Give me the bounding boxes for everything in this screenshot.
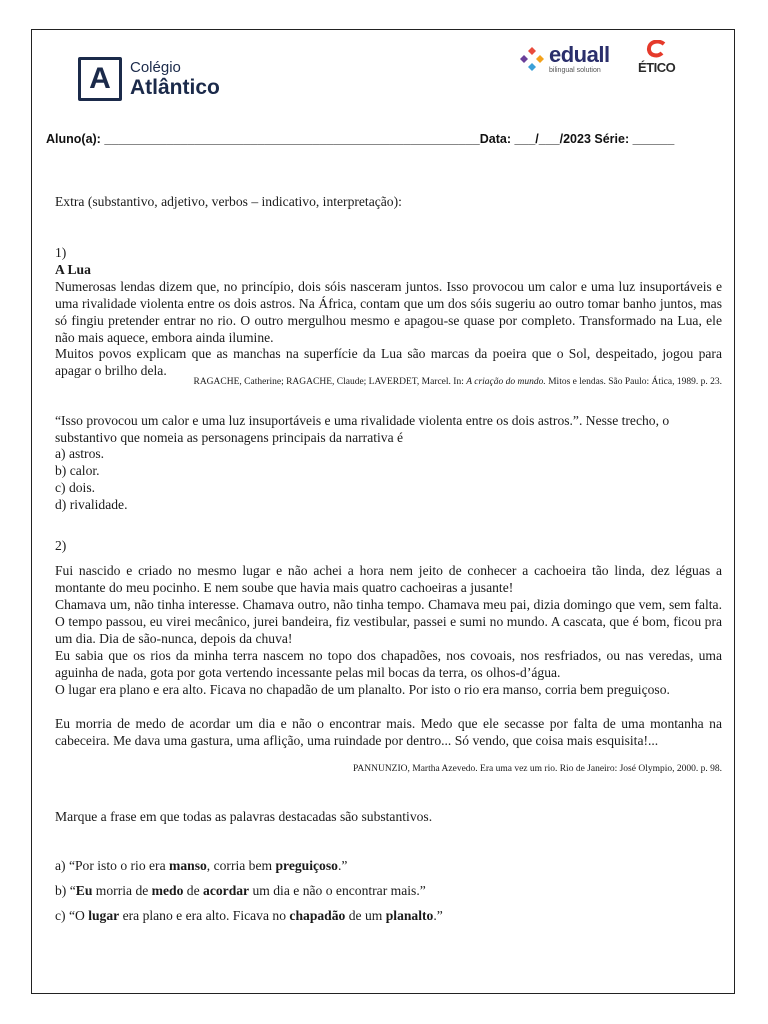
question-2-text-p1: Fui nascido e criado no mesmo lugar e não achei a hora nem jeito de conhecer a cachoeira tão linda, dez léguas a montante do meu pocinho. E nem soube que havia mais quatro cachoeiras a jusante!	[55, 563, 722, 595]
option-a-highlight-2: preguiçoso	[275, 858, 338, 873]
question-1-option-c: c) dois.	[55, 480, 96, 495]
question-1-option-d: d) rivalidade.	[55, 497, 128, 512]
question-1-number: 1)	[55, 245, 67, 260]
etico-swirl-icon	[644, 40, 670, 62]
school-name-line2: Atlântico	[130, 76, 220, 99]
question-1-text-p2: Muitos povos explicam que as manchas na superfície da Lua são marcas da poeira que o Sol, despeitado, jogou para apagar o brilho dela.	[55, 346, 722, 378]
option-c-highlight-1: lugar	[88, 908, 120, 923]
option-c-highlight-2: chapadão	[289, 908, 346, 923]
option-a-highlight-1: manso	[169, 858, 207, 873]
option-b-highlight-2: medo	[151, 883, 184, 898]
option-c-text-1: c) “O	[55, 908, 89, 923]
option-c-text-2: era plano e era alto. Ficava no	[119, 908, 290, 923]
option-a-text-2: , corria bem	[206, 858, 276, 873]
question-2-option-c	[55, 907, 722, 924]
question-2-option-b	[55, 882, 722, 899]
question-1-prompt: “Isso provocou um calor e uma luz insuportáveis e uma rivalidade violenta entre os dois astros.”. Nesse trecho, o substantivo que nomeia as personagens principais da narrativa é	[55, 413, 670, 445]
reference-authors: RAGACHE, Catherine; RAGACHE, Claude; LAVERDET, Marcel. In:	[193, 377, 464, 387]
question-2-text-p2: Chamava um, não tinha interesse. Chamava outro, não tinha tempo. Chamava meu pai, dizia domingo que vem, sem falta. O tempo passou, eu virei mecânico, jurei bandeira, fiz vestibular, passei e sumi no mundo. A cascata, que é bom, ficou pra um dia. Dia de são-nunca, depois da chuva!	[55, 597, 722, 646]
school-logo-mark	[78, 57, 122, 101]
question-2-number: 2)	[55, 538, 67, 553]
eduall-name: eduall	[549, 42, 610, 67]
school-name-line1: Colégio	[130, 59, 181, 76]
question-1-option-a: a) astros.	[55, 446, 105, 461]
option-b-highlight-3: acordar	[203, 883, 250, 898]
school-logo	[78, 55, 220, 103]
question-1-reference	[55, 376, 722, 388]
eduall-logo	[519, 44, 610, 74]
question-1-title: A Lua	[55, 262, 91, 277]
school-logo-text	[130, 60, 220, 98]
reference-publication: Mitos e lendas. São Paulo: Ática, 1989. p. 23.	[548, 377, 722, 387]
school-logo-letter: A	[89, 62, 111, 95]
question-2-option-a	[55, 857, 722, 874]
question-2-prompt: Marque a frase em que todas as palavras destacadas são substantivos.	[55, 809, 433, 824]
option-b-text-1: b) “	[55, 883, 76, 898]
student-info-line: Aluno(a): ______________________________________________________Data: ___/___/2023 Série: ______	[46, 132, 675, 146]
question-2-reference: PANNUNZIO, Martha Azevedo. Era uma vez um rio. Rio de Janeiro: José Olympio, 2000. p. 98.	[352, 764, 722, 774]
eduall-text	[549, 44, 610, 74]
option-b-text-4: um dia e não o encontrar mais.”	[249, 883, 426, 898]
etico-name: ÉTICO	[638, 60, 676, 75]
option-b-highlight-1: Eu	[75, 883, 93, 898]
option-a-text-1: a) “Por isto o rio era	[55, 858, 170, 873]
question-2-text-p5: Eu morria de medo de acordar um dia e não o encontrar mais. Medo que ele secasse por falta de uma montanha na cabeceira. Me dava uma gastura, uma aflição, uma ruindade por dentro... Só vendo, que coisa mais esquisita!...	[55, 716, 722, 748]
exercise-intro: Extra (substantivo, adjetivo, verbos – indicativo, interpretação):	[55, 194, 402, 209]
option-c-highlight-3: planalto	[385, 908, 434, 923]
option-c-text-3: de um	[345, 908, 386, 923]
eduall-mark-icon	[519, 46, 545, 72]
option-a-text-3: .”	[337, 858, 348, 873]
option-b-text-2: morria de	[92, 883, 152, 898]
etico-logo	[636, 40, 676, 76]
option-c-text-4: .”	[433, 908, 443, 923]
option-b-text-3: de	[183, 883, 204, 898]
question-2-text-p3: Eu sabia que os rios da minha terra nascem no topo dos chapadões, nos covoais, nos resfriados, ou nas veredas, uma aguinha de nada, gota por gota vertendo incessante pelas mil bocas da terra, os olhos-d’água.	[55, 648, 722, 680]
question-1-text-p1: Numerosas lendas dizem que, no princípio, dois sóis nasceram juntos. Isso provocou um calor e uma luz insuportáveis e uma rivalidade violenta entre os dois astros. Na África, contam que um dos sóis sugeriu ao outro tomar banho juntos, mas só fingiu pretender entrar no rio. O outro mergulhou mesmo e apagou-se quase por completo. Transformado na Lua, ele não mais aquece, embora ainda ilumine.	[55, 279, 722, 345]
reference-work-title: A criação do mundo.	[466, 377, 546, 387]
eduall-tagline: bilingual solution	[549, 67, 601, 74]
question-1-option-b: b) calor.	[55, 463, 100, 478]
question-2-text-p4: O lugar era plano e era alto. Ficava no chapadão de um planalto. Por isto o rio era manso, corria bem preguiçoso.	[55, 682, 670, 697]
